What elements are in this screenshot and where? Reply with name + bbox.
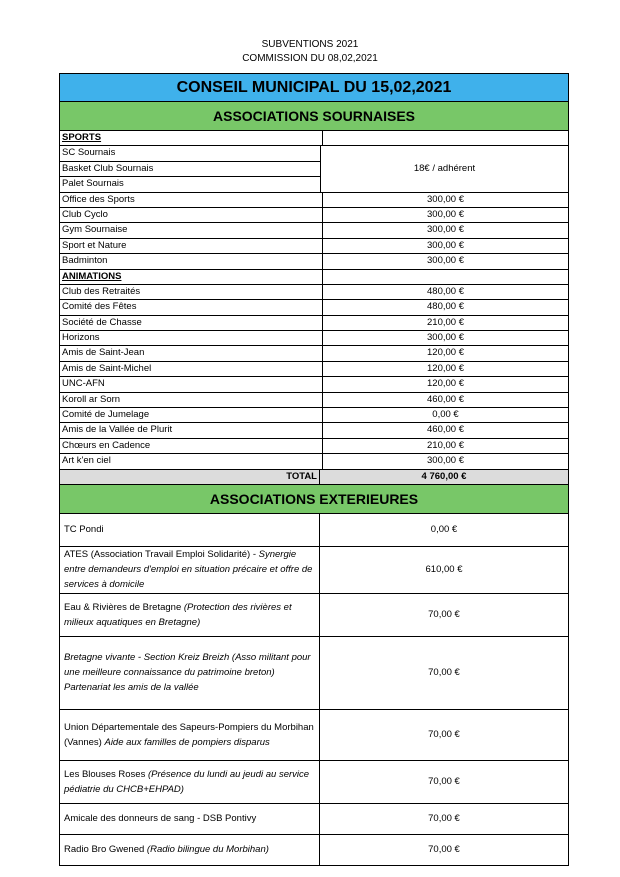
council-title: CONSEIL MUNICIPAL DU 15,02,2021 [60,74,568,102]
association-name: Sport et Nature [60,239,323,253]
subsidy-amount: 300,00 € [427,455,464,467]
subsidy-table [59,73,569,866]
subsidy-amount: 300,00 € [427,224,464,236]
association-description: Aide aux familles de pompiers disparus [104,736,270,748]
section-exterieures: ASSOCIATIONS EXTERIEURES [60,485,568,514]
association-cell [60,761,320,803]
association-cell [60,594,320,636]
association-name: Chœurs en Cadence [60,439,323,453]
association-name: Amis de Saint-Jean [60,346,323,360]
association-name: Eau & Rivières de Bretagne [64,601,182,613]
subsidy-amount: 610,00 € [425,564,463,576]
association-cell [60,547,320,593]
page-header [0,38,620,66]
subsidy-amount: 70,00 € [428,729,460,741]
association-name: Les Blouses Roses [64,768,146,780]
table-row [60,761,568,804]
subsidy-amount: 480,00 € [427,301,464,313]
table-row [60,377,568,392]
association-name: TC Pondi [64,524,104,536]
association-name: Koroll ar Sorn [60,393,323,407]
association-name: Club des Retraités [60,285,323,299]
table-row [60,331,568,346]
subsidy-amount: 300,00 € [427,239,464,251]
table-row [60,346,568,361]
table-row [60,439,568,454]
association-cell [60,804,320,834]
association-name: Amis de Saint-Michel [60,362,323,376]
subsidy-amount: 480,00 € [427,285,464,297]
section-sournaises: ASSOCIATIONS SOURNAISES [60,102,568,131]
association-name: Amicale des donneurs de sang - DSB Pontivy [64,813,257,825]
association-name: Club Cyclo [60,208,323,222]
club-name: Basket Club Sournais [60,162,320,177]
sports-heading: SPORTS [60,131,323,145]
subsidy-amount: 120,00 € [427,378,464,390]
association-cell [60,710,320,760]
association-name: UNC-AFN [60,377,323,391]
subsidy-amount: 70,00 € [428,776,460,788]
association-description: (Présence du lundi au jeudi au service pédiatrie du CHCB+EHPAD) [64,768,310,795]
table-row [60,208,568,223]
association-name: Comité de Jumelage [60,408,323,422]
association-name: Horizons [60,331,323,345]
subventions-heading: SUBVENTIONS 2021 [261,39,359,50]
association-cell [60,514,320,546]
table-row [60,393,568,408]
association-name: Comité des Fêtes [60,300,323,314]
total-row [60,470,568,485]
association-name: Badminton [60,254,323,268]
subsidy-amount: 120,00 € [427,362,464,374]
association-name: Union Départementale des Sapeurs-Pompiers du Morbihan (Vannes) [64,721,314,748]
table-row [60,804,568,835]
subsidy-amount: 70,00 € [428,844,460,856]
table-row [60,547,568,594]
table-row [60,454,568,469]
subsidy-amount: 300,00 € [427,208,464,220]
association-name: Société de Chasse [60,316,323,330]
animations-heading-row [60,270,568,285]
subsidy-amount: 460,00 € [427,393,464,405]
subsidy-amount: 0,00 € [430,524,458,536]
table-row [60,239,568,254]
animations-heading: ANIMATIONS [60,270,323,284]
association-name: Office des Sports [60,193,323,207]
association-cell [60,835,320,865]
association-name: Art k'en ciel [60,454,323,468]
sports-heading-row [60,131,568,146]
table-row [60,316,568,331]
table-row [60,254,568,269]
table-row [60,637,568,710]
subsidy-amount: 460,00 € [427,424,464,436]
table-row [60,594,568,637]
club-name: Palet Sournais [62,178,124,190]
table-row [60,514,568,547]
table-row [60,300,568,315]
commission-date: COMMISSION DU 08,02,2021 [242,53,378,64]
association-description: (Radio bilingue du Morbihan) [146,844,269,856]
table-row [60,710,568,761]
association-name: Amis de la Vallée de Plurit [60,423,323,437]
subsidy-amount: 70,00 € [428,667,460,679]
table-row [60,423,568,438]
table-row [60,223,568,238]
subsidy-amount: 210,00 € [427,439,464,451]
association-name: ATES (Association Travail Emploi Solidarité) - [64,549,256,561]
association-name: Gym Sournaise [60,223,323,237]
table-row [60,362,568,377]
association-name: Radio Bro Gwened [64,844,145,856]
subsidy-amount: 300,00 € [427,255,464,267]
association-description: Bretagne vivante - Section Kreiz Breizh (Asso militant pour une meilleure connaissance du patrimoine breton) Partenariat les amis de la vallée [64,652,311,694]
total-label: TOTAL [60,470,320,484]
sports-merged-rows [60,146,568,192]
subsidy-amount: 70,00 € [428,813,460,825]
subsidy-amount: 300,00 € [427,332,464,344]
table-row [60,835,568,866]
association-description: Synergie entre demandeurs d'emploi en situation précaire et offre de services à domicile [64,549,313,591]
subsidy-amount: 210,00 € [427,316,464,328]
association-cell [60,637,320,709]
subsidy-amount: 0,00 € [432,409,459,421]
subsidy-amount: 300,00 € [427,193,464,205]
total-amount: 4 760,00 € [421,470,467,482]
per-member-amount: 18€ / adhérent [413,163,476,175]
club-name: SC Sournais [60,146,320,161]
table-row [60,408,568,423]
table-row [60,285,568,300]
table-row [60,193,568,208]
subsidy-amount: 70,00 € [428,609,460,621]
subsidy-amount: 120,00 € [427,347,464,359]
association-description: (Protection des rivières et milieux aquatiques en Bretagne) [64,601,292,628]
